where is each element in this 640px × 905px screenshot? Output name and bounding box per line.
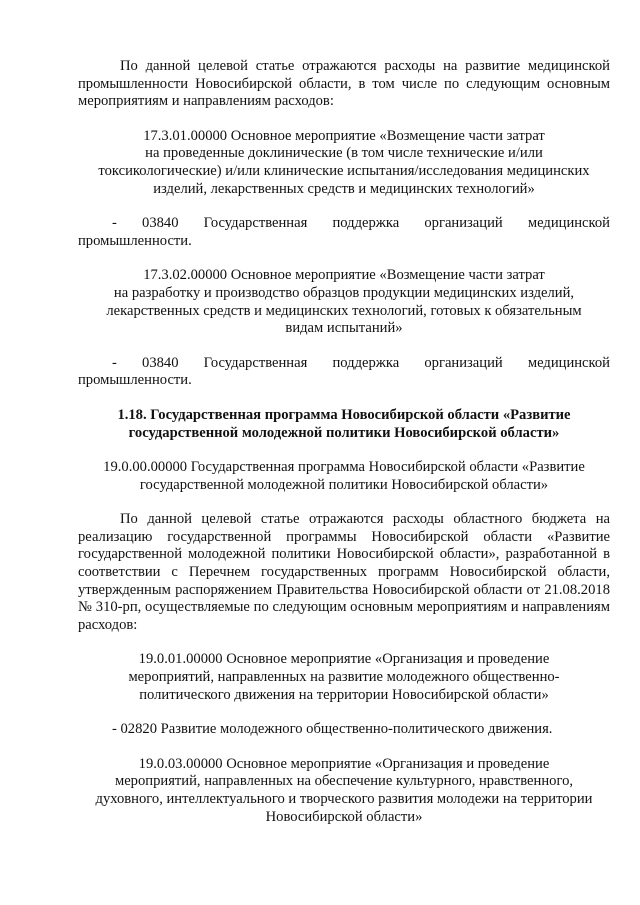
event-3-heading [78,651,610,704]
event-4-line: 19.0.03.00000 Основное мероприятие «Организация и проведение [138,755,550,772]
event-2-line: на разработку и производство образцов продукции медицинских изделий, [113,284,575,301]
event-1-expense-item: - 03840 Государственная поддержка организаций медицинской промышленности. [78,215,610,249]
event-2-line: 17.3.02.00000 Основное мероприятие «Возмещение части затрат [143,267,545,284]
event-3-line: 19.0.01.00000 Основное мероприятие «Организация и проведение [138,651,550,668]
intro-paragraph: По данной целевой статье отражаются расходы на развитие медицинской промышленности Новосибирской области, в том числе по следующим основным мероприятиям и направлениям расходов: [78,58,610,110]
event-1-heading [78,128,610,198]
section-heading [78,407,610,442]
program-heading-line: государственной молодежной политики Новосибирской области» [139,476,549,493]
document-page [78,58,610,826]
event-4-line: Новосибирской области» [265,808,423,825]
event-2-heading [78,267,610,337]
event-4-line: духовного, интеллектуального и творческого развития молодежи на территории [95,791,593,807]
section-heading-line: 1.18. Государственная программа Новосибирской области «Развитие [117,406,571,423]
event-4-heading [78,756,610,826]
event-2-expense-item: - 03840 Государственная поддержка организаций медицинской промышленности. [78,354,610,389]
event-3-line: политического движения на территории Новосибирской области» [139,686,549,703]
event-1-line: на проведенные доклинические (в том числе технические и/или [145,145,543,162]
event-1-line: токсикологические) и/или клинические испытания/исследования медицинских [98,162,590,179]
event-3-expense-item: - 02820 Развитие молодежного общественно-политического движения. [112,721,553,738]
program-paragraph: По данной целевой статье отражаются расходы областного бюджета на реализацию государственной программы Новосибирской области «Развитие государственной молодежной политики Новосибирской области», разработанной в соответствии с Перечнем государственных программ Новосибирской области, утвержденным распоряжением Правительства Новосибирской области от 21.08.2018 № 310-рп, осуществляемые по следующим основным мероприятиям и направлениям расходов: [78,511,610,633]
section-heading-line: государственной молодежной политики Новосибирской области» [128,424,560,441]
event-2-line: лекарственных средств и медицинских технологий, готовых к обязательным [106,302,582,319]
program-heading [78,459,610,494]
event-2-line: видам испытаний» [285,320,403,337]
program-heading-line: 19.0.00.00000 Государственная программа Новосибирской области «Развитие [103,459,585,476]
event-3-line: мероприятий, направленных на развитие молодежного общественно- [128,669,560,686]
event-1-line: изделий, лекарственных средств и медицинских технологий» [153,180,535,197]
event-1-line: 17.3.01.00000 Основное мероприятие «Возмещение части затрат [143,127,545,144]
event-4-line: мероприятий, направленных на обеспечение культурного, нравственного, [114,773,574,790]
